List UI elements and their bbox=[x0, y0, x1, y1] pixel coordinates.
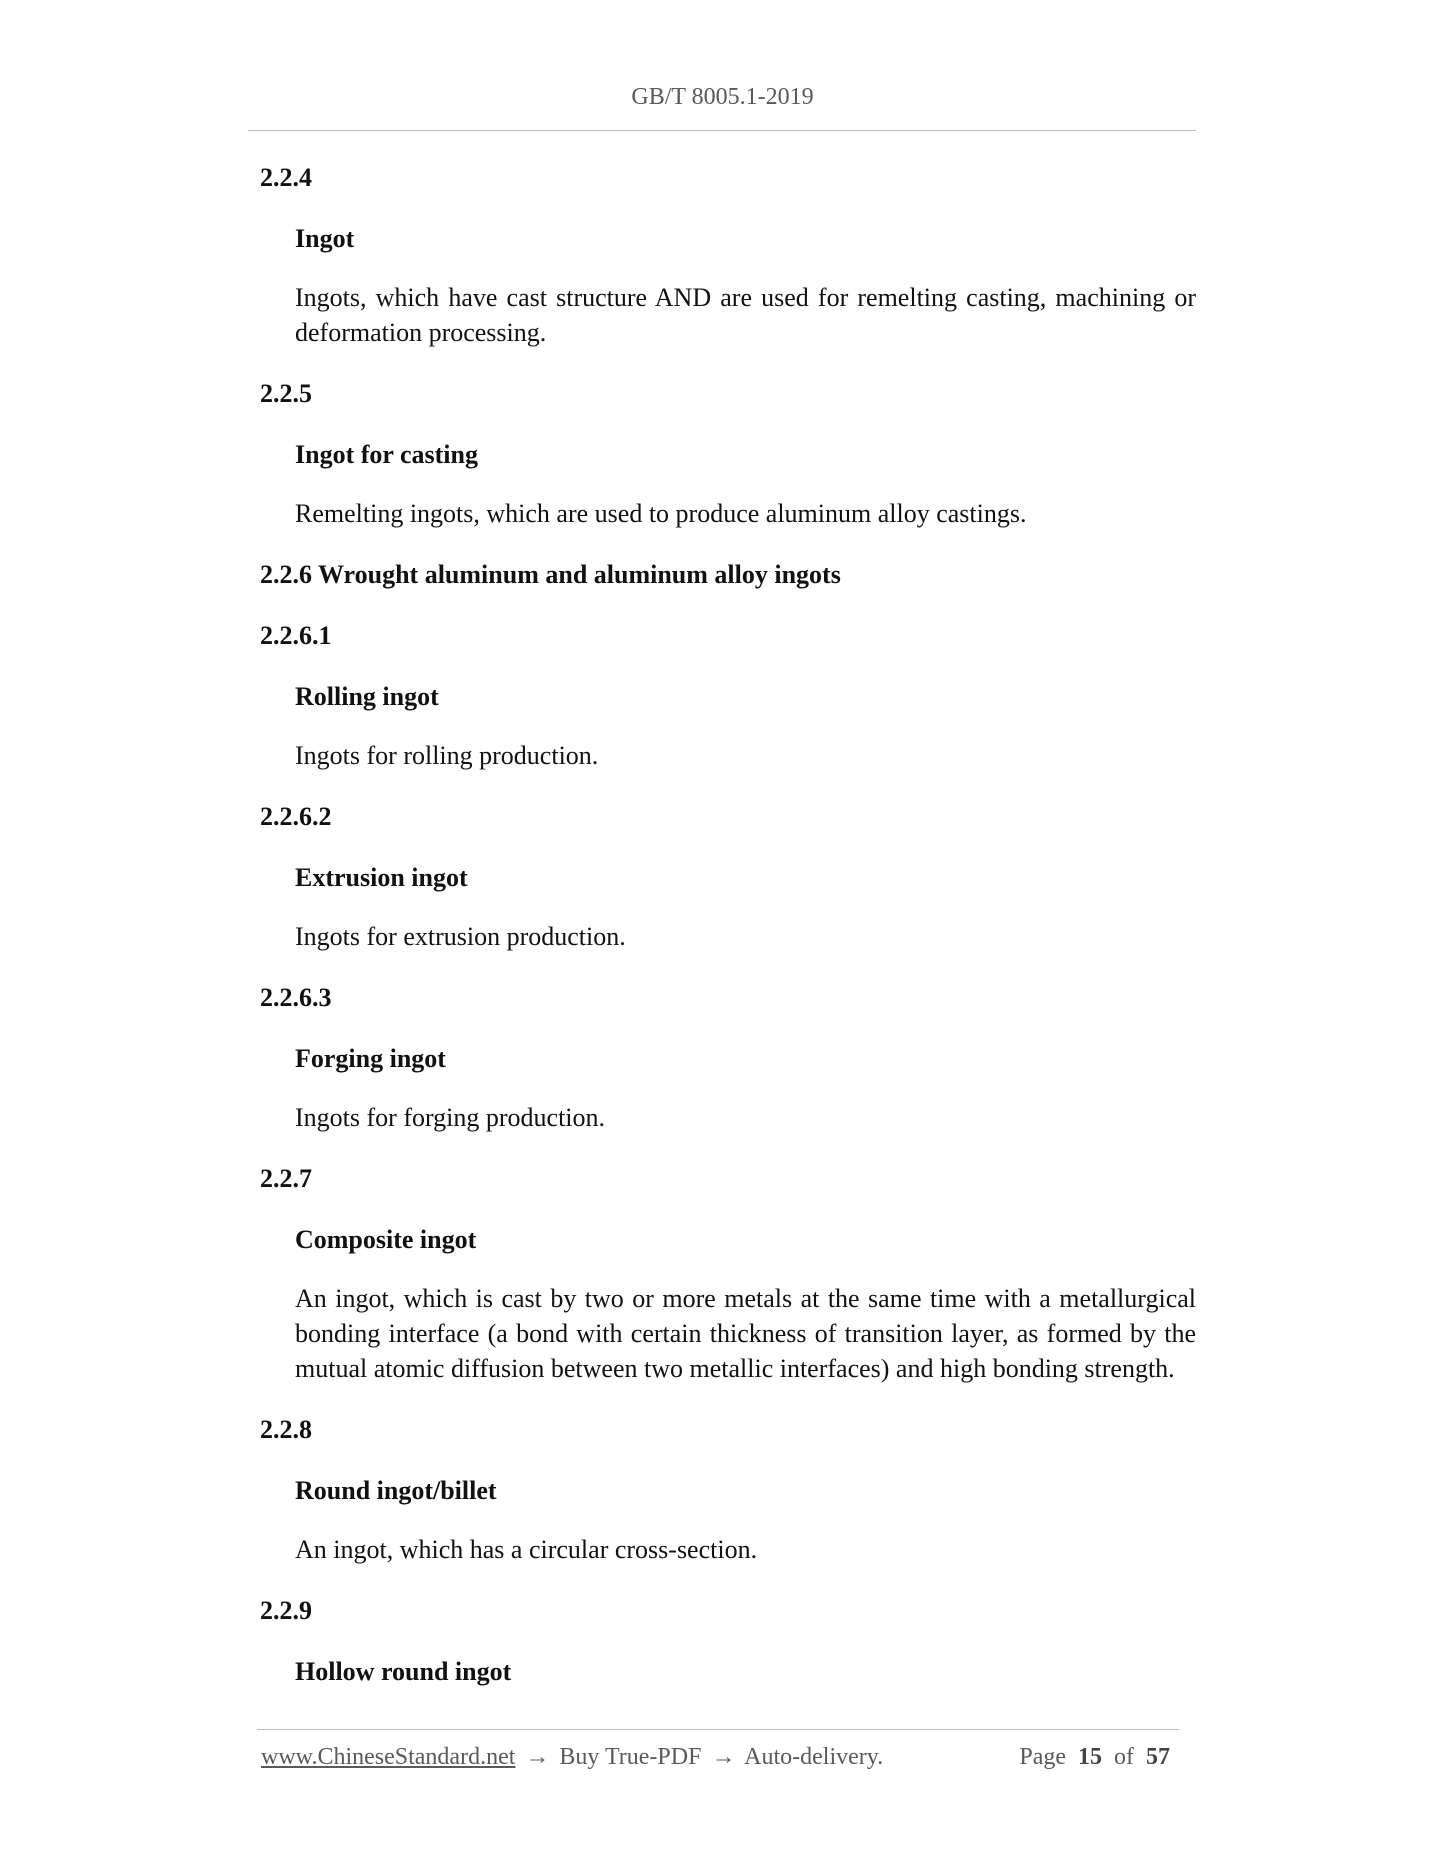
footer-step-delivery: Auto-delivery. bbox=[744, 1744, 884, 1770]
footer-divider bbox=[257, 1729, 1179, 1730]
page-indicator bbox=[1019, 1744, 1176, 1771]
term-title: Ingot bbox=[295, 224, 355, 253]
website-link[interactable]: www.ChineseStandard.net bbox=[261, 1744, 516, 1770]
entry-2-2-5 bbox=[260, 374, 1196, 531]
clause-number: 2.2.9 bbox=[260, 1596, 312, 1625]
page-footer bbox=[261, 1744, 1176, 1771]
page-label: Page bbox=[1019, 1744, 1066, 1770]
clause-number: 2.2.6.2 bbox=[260, 802, 332, 831]
header-divider bbox=[248, 130, 1196, 131]
clause-number: 2.2.4 bbox=[260, 163, 312, 192]
term-definition: Remelting ingots, which are used to produce aluminum alloy castings. bbox=[295, 499, 1027, 528]
entry-2-2-8 bbox=[260, 1410, 1196, 1567]
clause-number: 2.2.5 bbox=[260, 379, 312, 408]
entry-2-2-7 bbox=[260, 1159, 1196, 1386]
term-definition: Ingots for extrusion production. bbox=[295, 922, 626, 951]
document-header: GB/T 8005.1-2019 bbox=[631, 84, 814, 110]
term-title: Ingot for casting bbox=[295, 440, 478, 469]
clause-number: 2.2.7 bbox=[260, 1164, 312, 1193]
entry-2-2-6 bbox=[260, 555, 1196, 595]
arrow-right-icon: → bbox=[711, 1744, 736, 1770]
arrow-right-icon: → bbox=[525, 1744, 550, 1770]
term-definition: Ingots for rolling production. bbox=[295, 741, 599, 770]
total-page-number: 57 bbox=[1146, 1744, 1170, 1770]
term-title: Extrusion ingot bbox=[295, 863, 468, 892]
entry-2-2-9 bbox=[260, 1591, 1196, 1692]
term-definition: An ingot, which is cast by two or more metals at the same time with a metallurgical bonding interface (a bond with certain thickness of transition layer, as formed by the mutual atomic diffusion between two metallic interfaces) and high bonding strength. bbox=[295, 1284, 1196, 1383]
footer-step-buy: Buy True-PDF bbox=[559, 1744, 702, 1770]
term-title: Composite ingot bbox=[295, 1225, 477, 1254]
clause-number: 2.2.6.3 bbox=[260, 983, 332, 1012]
term-definition: Ingots, which have cast structure AND are used for remelting casting, machining or deformation processing. bbox=[295, 283, 1196, 347]
term-title: Hollow round ingot bbox=[295, 1657, 512, 1686]
entry-2-2-6-1 bbox=[260, 616, 1196, 773]
entry-2-2-6-3 bbox=[260, 978, 1196, 1135]
entry-2-2-4 bbox=[260, 158, 1196, 350]
clause-number: 2.2.8 bbox=[260, 1415, 312, 1444]
current-page-number: 15 bbox=[1078, 1744, 1102, 1770]
document-body bbox=[260, 158, 1196, 1713]
term-title: Forging ingot bbox=[295, 1044, 446, 1073]
term-definition: Ingots for forging production. bbox=[295, 1103, 606, 1132]
term-title: Round ingot/billet bbox=[295, 1476, 497, 1505]
term-definition: An ingot, which has a circular cross-section. bbox=[295, 1535, 758, 1564]
page-of-label: of bbox=[1114, 1744, 1134, 1770]
clause-number: 2.2.6.1 bbox=[260, 621, 332, 650]
term-title: Rolling ingot bbox=[295, 682, 439, 711]
entry-2-2-6-2 bbox=[260, 797, 1196, 954]
footer-promo bbox=[261, 1744, 883, 1771]
section-heading: 2.2.6 Wrought aluminum and aluminum alloy ingots bbox=[260, 560, 841, 589]
